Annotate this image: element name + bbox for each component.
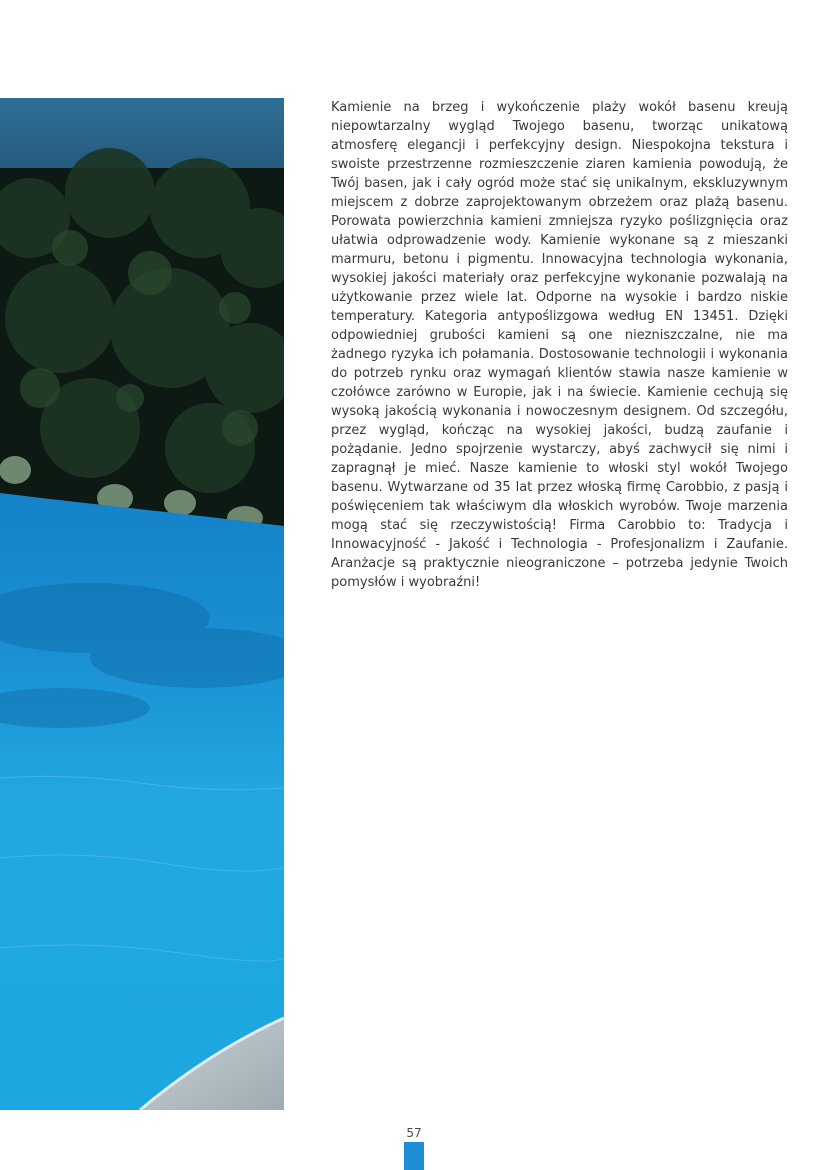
page-number-tab bbox=[404, 1142, 424, 1170]
pool-photo bbox=[0, 98, 284, 1110]
body-text: Kamienie na brzeg i wykończenie plaży wokół basenu kreują niepowtarzalny wygląd Twojego basenu, tworząc unikatową atmosferę elegancji i perfekcyjny design. Niespokojna tekstura i swoiste przestrzenne rozmieszczenie ziaren kamienia powodują, że Twój basen, jak i cały ogród może stać się unikalnym, ekskluzywnym miejscem z dobrze zaprojektowanym obrzeżem oraz plażą basenu. Porowata powierzchnia kamieni zmniejsza ryzyko poślizgnięcia oraz ułatwia odprowadzenie wody. Kamienie wykonane są z mieszanki marmuru, betonu i pigmentu. Innowacyjna technologia wykonania, wysokiej jakości materiały oraz perfekcyjne wykonanie pozwalają na użytkowanie przez wiele lat. Odporne na wysokie i bardzo niskie temperatury. Kategoria antypoślizgowa według EN 13451. Dzięki odpowiedniej grubości kamieni są one niezniszczalne, nie ma żadnego ryzyka ich połamania. Dostosowanie technologii i wykonania do potrzeb rynku oraz wymagań klientów stawia nasze kamienie w czołówce zarówno w Europie, jak i na świecie. Kamienie cechują się wysoką jakością wykonania i nowoczesnym designem. Od szczegółu, przez wygląd, kończąc na wysokiej jakości, budzą zaufanie i pożądanie. Jedno spojrzenie wystarczy, abyś zachwycił się nimi i zapragnął je mieć. Nasze kamienie to włoski styl wokół Twojego basenu. Wytwarzane od 35 lat przez włoską firmę Carobbio, z pasją i poświęceniem tak właściwym dla włoskich wyrobów. Twoje marzenia mogą stać się rzeczywistością! Firma Carobbio to: Tradycja i Innowacyjność - Jakość i Technologia - Profesjonalizm i Zaufanie. Aranżacje są praktycznie nieograniczone – potrzeba jedynie Twoich pomysłów i wyobraźni! bbox=[331, 100, 788, 590]
page-number: 57 bbox=[406, 1126, 422, 1140]
